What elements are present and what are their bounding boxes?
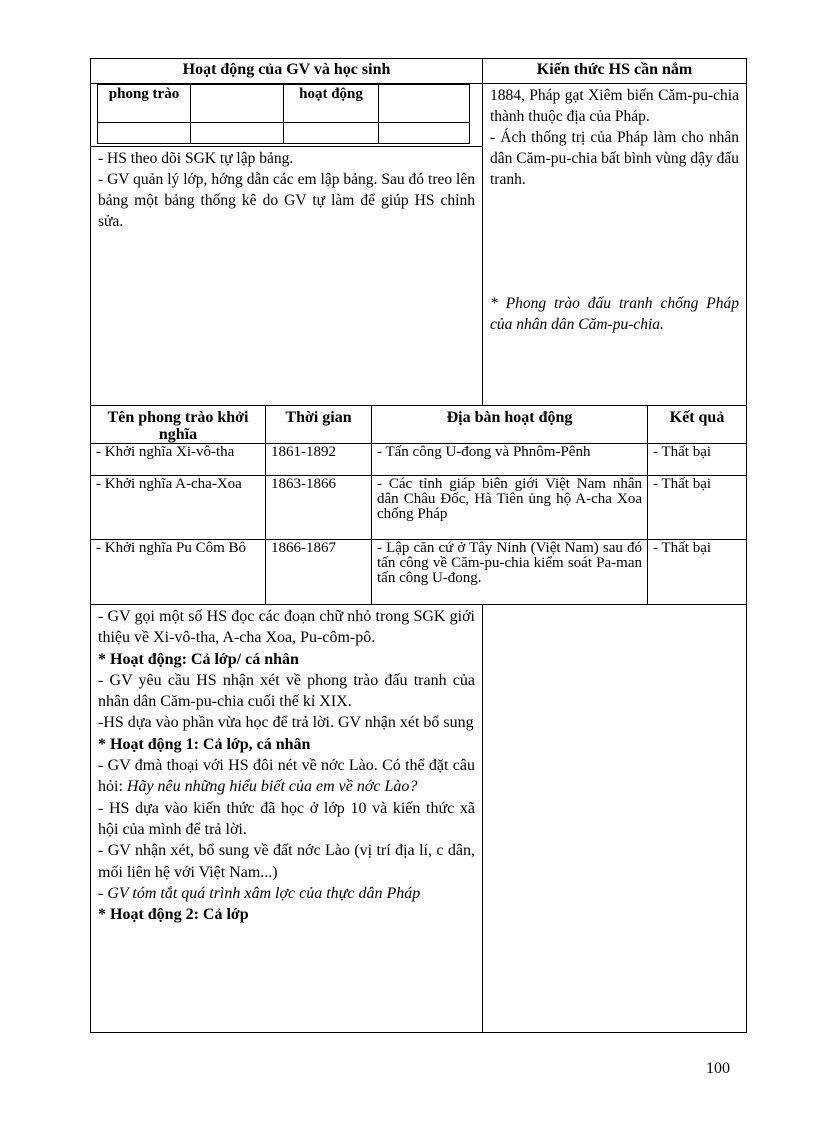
top-left-cell [91, 84, 483, 406]
paragraph: - GV gọi một số HS đọc các đoạn chữ nhỏ trong SGK giới thiệu về Xi-vô-tha, A-cha Xoa, Pu-côm-pô. [98, 608, 475, 647]
uprising-name: - Khởi nghĩa Pu Côm Bô [91, 540, 266, 605]
header-teacher-student: Hoạt động của GV và học sinh [91, 59, 483, 84]
header-knowledge: Kiến thức HS cần nắm [483, 59, 747, 84]
bottom-right-cell [483, 605, 747, 1033]
uprising-time: 1861-1892 [266, 444, 372, 476]
top-left-text [91, 147, 482, 232]
inner-empty-cell [98, 123, 191, 144]
inner-movement-table [97, 84, 470, 144]
table-row [91, 476, 747, 540]
italic-paragraph: - GV tóm tắt quá trình xâm lợc của thực dân Pháp [98, 884, 421, 902]
inner-empty-cell [284, 123, 379, 144]
uprising-result: - Thất bại [648, 444, 747, 476]
activity-heading: * Hoạt động 2: Cả lớp [98, 906, 249, 924]
paragraph: - GV nhận xét, bổ sung về đất nớc Lào (vị trí địa lí, c dân, mối liên hệ với Việt Nam...) [98, 842, 475, 881]
column-header: Thời gian [266, 406, 372, 444]
paragraph: - HS dựa vào kiến thức đã học ở lớp 10 và kiến thức xã hội của mình để trả lời. [98, 799, 475, 838]
inner-header-cell [191, 85, 284, 123]
uprising-name: - Khởi nghĩa Xi-vô-tha [91, 444, 266, 476]
paragraph: - HS theo dõi SGK tự lập bảng. [98, 150, 294, 167]
top-right-cell [483, 84, 747, 406]
uprising-result: - Thất bại [648, 540, 747, 605]
page-number: 100 [706, 1060, 730, 1077]
paragraph: - GV quản lý lớp, hớng dẫn các em lập bảng. Sau đó treo lên bảng một bảng thống kê do GV tự làm để giúp HS chỉnh sửa. [98, 171, 475, 230]
top-right-text [483, 84, 746, 335]
paragraph-text: - GV đmà thoại với HS đôi nét về nớc Lào. Có thể đặt câu hỏi: [98, 757, 475, 796]
inner-header-cell: hoạt động [284, 85, 379, 123]
lesson-page [90, 58, 746, 1033]
column-header: Địa bàn hoạt động [372, 406, 648, 444]
inner-empty-cell [379, 123, 470, 144]
paragraph: 1884, Pháp gạt Xiêm biến Căm-pu-chia thành thuộc địa của Pháp. [490, 87, 739, 125]
top-lesson-table [90, 58, 747, 406]
activity-heading: * Hoạt động 1: Cả lớp, cá nhân [98, 735, 311, 753]
question-text: Hãy nêu những hiểu biết của em về nớc Lào? [126, 778, 418, 796]
uprising-result: - Thất bại [648, 476, 747, 540]
uprising-time: 1866-1867 [266, 540, 372, 605]
bottom-left-text [91, 605, 482, 925]
italic-heading: * Phong trào đấu tranh chống Pháp của nhân dân Căm-pu-chia. [490, 295, 739, 333]
inner-empty-cell [191, 123, 284, 144]
uprisings-table [90, 405, 747, 605]
column-header: Kết quả [648, 406, 747, 444]
activity-heading: * Hoạt động: Cả lớp/ cá nhân [98, 650, 299, 668]
uprising-area: - Tấn công U-đong và Phnôm-Pênh [372, 444, 648, 476]
uprising-area: - Lập căn cứ ở Tây Ninh (Việt Nam) sau đó tấn công về Căm-pu-chia kiểm soát Pa-man tấn công U-đong. [372, 540, 648, 605]
bottom-lesson-table [90, 604, 747, 1033]
table-row [91, 444, 747, 476]
paragraph: -HS dựa vào phần vừa học để trả lời. GV nhận xét bổ sung [98, 714, 474, 732]
inner-header-cell: phong trào [98, 85, 191, 123]
bottom-left-cell [91, 605, 483, 1033]
uprising-time: 1863-1866 [266, 476, 372, 540]
paragraph: - GV yêu cầu HS nhận xét về phong trào đấu tranh của nhân dân Căm-pu-chia cuối thế kỉ XIX. [98, 671, 475, 711]
uprising-name: - Khởi nghĩa A-cha-Xoa [91, 476, 266, 540]
uprising-area: - Các tỉnh giáp biên giới Việt Nam nhân dân Châu Đốc, Hà Tiên ủng hộ A-cha Xoa chống Pháp [372, 476, 648, 540]
inner-header-cell [379, 85, 470, 123]
table-row [91, 540, 747, 605]
column-header: Tên phong trào khởi nghĩa [91, 406, 266, 444]
paragraph [98, 755, 475, 798]
paragraph: - Ách thống trị của Pháp làm cho nhân dân Căm-pu-chia bất bình vùng dậy đấu tranh. [490, 129, 739, 188]
